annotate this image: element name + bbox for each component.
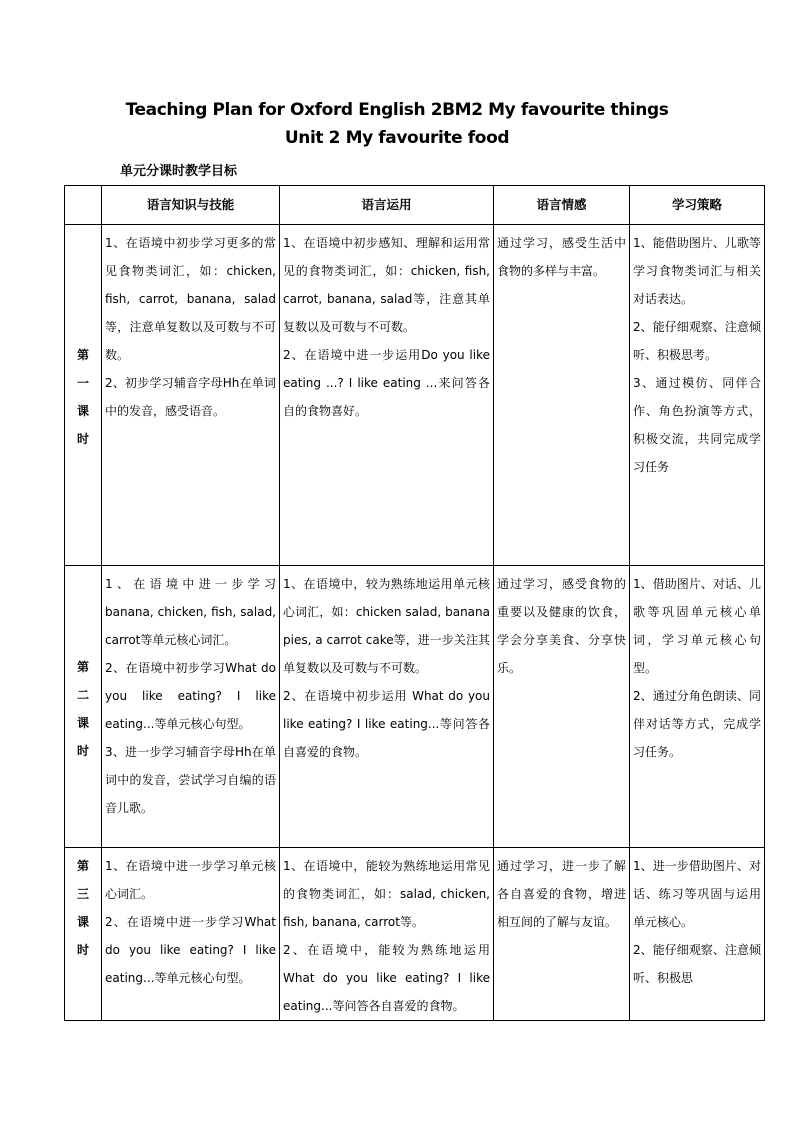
document-subtitle: Unit 2 My favourite food xyxy=(284,128,510,148)
header-lesson xyxy=(65,186,102,225)
table-row xyxy=(65,225,765,566)
emotion-cell: 通过学习，感受食物的重要以及健康的饮食，学会分享美食、分享快乐。 xyxy=(494,566,630,848)
strategy-cell: 1、借助图片、对话、儿歌等巩固单元核心单词，学习单元核心句型。 2、通过分角色朗读、同伴对话等方式，完成学习任务。 xyxy=(630,566,765,848)
header-strategy: 学习策略 xyxy=(630,186,765,225)
header-knowledge: 语言知识与技能 xyxy=(102,186,280,225)
usage-cell: 1、在语境中，能较为熟练地运用常见的食物类词汇，如：salad, chicken, fish, banana, carrot等。 2、在语境中，能较为熟练地运用What do you like eating? I like eating...等问答各自喜爱的食物。 xyxy=(280,848,494,1021)
header-emotion: 语言情感 xyxy=(494,186,630,225)
strategy-cell: 1、能借助图片、儿歌等学习食物类词汇与相关对话表达。 2、能仔细观察、注意倾听、积极思考。 3、通过模仿、同伴合作、角色扮演等方式，积极交流，共同完成学习任务 xyxy=(630,225,765,566)
lesson-plan-table xyxy=(64,185,765,1021)
usage-cell: 1、在语境中初步感知、理解和运用常见的食物类词汇，如：chicken, fish, carrot, banana, salad等，注意其单复数以及可数与不可数。 2、在语境中进一步运用Do you like eating ...? I like eating ...来问答各自的食物喜好。 xyxy=(280,225,494,566)
emotion-cell: 通过学习，感受生活中食物的多样与丰富。 xyxy=(494,225,630,566)
table-header-row xyxy=(65,186,765,225)
knowledge-cell: 1、在语境中进一步学习banana, chicken, fish, salad, carrot等单元核心词汇。 2、在语境中初步学习What do you like eating? I like eating...等单元核心句型。 3、进一步学习辅音字母Hh在单词中的发音，尝试学习自编的语音儿歌。 xyxy=(102,566,280,848)
lesson-label: 第 三 课 时 xyxy=(65,848,102,1021)
knowledge-cell: 1、在语境中进一步学习单元核心词汇。 2、在语境中进一步学习What do you like eating? I like eating...等单元核心句型。 xyxy=(102,848,280,1021)
header-usage: 语言运用 xyxy=(280,186,494,225)
lesson-label: 第 一 课 时 xyxy=(65,225,102,566)
section-heading: 单元分课时教学目标 xyxy=(120,164,238,179)
usage-cell: 1、在语境中，较为熟练地运用单元核心词汇，如：chicken salad, banana pies, a carrot cake等，进一步关注其单复数以及可数与不可数。 2、在语境中初步运用 What do you like eating? I like eating...等问答各自喜爱的食物。 xyxy=(280,566,494,848)
knowledge-cell: 1、在语境中初步学习更多的常见食物类词汇，如：chicken, fish, carrot, banana, salad等，注意单复数以及可数与不可数。 2、初步学习辅音字母Hh在单词中的发音，感受语音。 xyxy=(102,225,280,566)
strategy-cell: 1、进一步借助图片、对话、练习等巩固与运用单元核心。 2、能仔细观察、注意倾听、积极思 xyxy=(630,848,765,1021)
lesson-label: 第 二 课 时 xyxy=(65,566,102,848)
emotion-cell: 通过学习，进一步了解各自喜爱的食物，增进相互间的了解与友谊。 xyxy=(494,848,630,1021)
table-row xyxy=(65,566,765,848)
document-title: Teaching Plan for Oxford English 2BM2 My favourite things xyxy=(125,100,669,120)
table-row xyxy=(65,848,765,1021)
